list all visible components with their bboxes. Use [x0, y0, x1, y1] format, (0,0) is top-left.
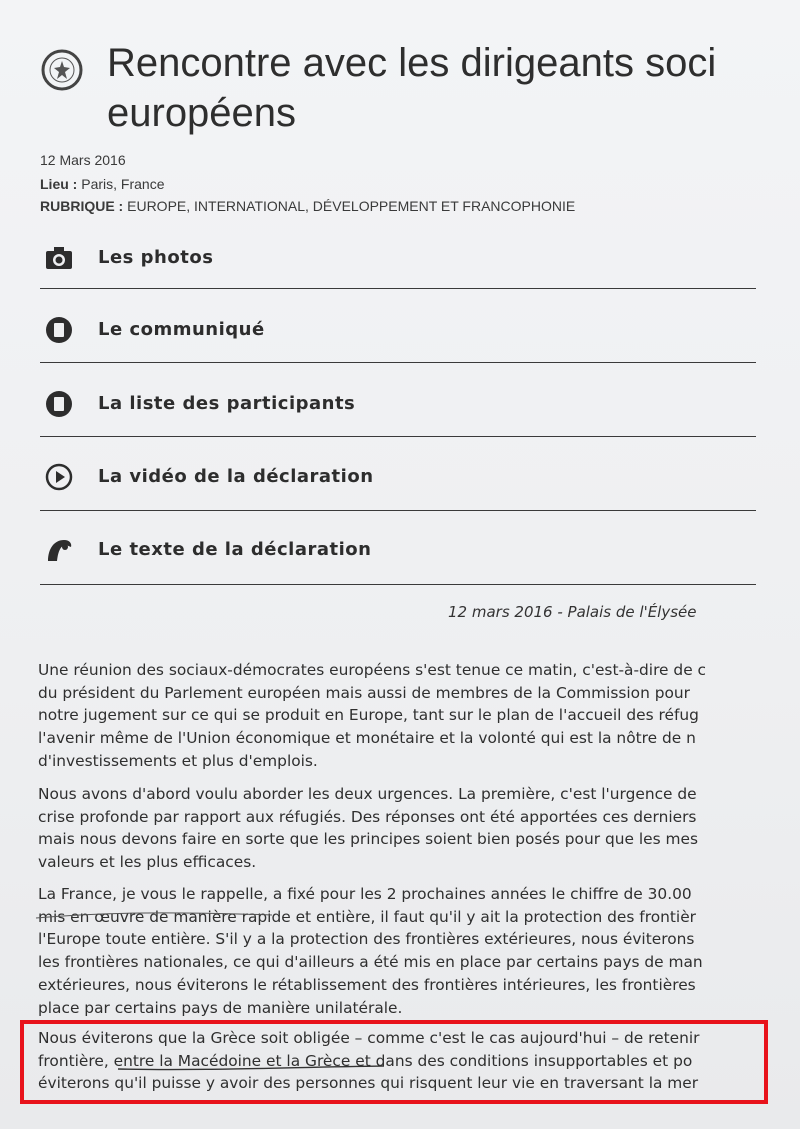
divider: [40, 362, 756, 363]
paragraph: [38, 783, 760, 874]
paragraph-line: éviterons qu'il puisse y avoir des personnes qui risquent leur vie en traversant la mer: [38, 1074, 699, 1093]
play-icon: [44, 462, 74, 492]
meta-lieu-label: Lieu :: [40, 176, 78, 192]
menu-item-label: Les photos: [98, 247, 214, 268]
paragraph-line: extérieures, nous éviterons le rétablissement des frontières intérieures, les frontières: [38, 975, 696, 994]
speech-icon: [44, 535, 74, 565]
pen-strike-mark: [34, 909, 274, 921]
paragraph-line: place par certains pays de manière unilatérale.: [38, 998, 403, 1017]
meta-rubrique-value: EUROPE, INTERNATIONAL, DÉVELOPPEMENT ET FRANCOPHONIE: [127, 198, 576, 214]
meta-date: 12 Mars 2016: [40, 152, 126, 168]
menu-item-label: La liste des participants: [98, 393, 356, 414]
camera-icon: [44, 243, 74, 273]
dateline: 12 mars 2016 - Palais de l'Élysée: [448, 603, 697, 621]
paragraph: [38, 883, 760, 1019]
elysee-seal-icon: [40, 48, 84, 92]
meta-rubrique: [40, 198, 575, 214]
paragraph-line: du président du Parlement européen mais aussi de membres de la Commission pour: [38, 683, 691, 702]
paragraph-line: La France, je vous le rappelle, a fixé pour les 2 prochaines années le chiffre de 30.00: [38, 885, 692, 903]
paragraph-line: notre jugement sur ce qui se produit en Europe, tant sur le plan de l'accueil des réfug: [38, 706, 699, 725]
red-highlight-box: [20, 1020, 768, 1104]
page-title-line2: européens: [107, 91, 297, 135]
menu-item-texte[interactable]: [40, 535, 756, 595]
paragraph-line: frontière, entre la Macédoine et la Grèce et dans des conditions insupportables et po: [38, 1051, 693, 1070]
paragraph-line: mais nous devons faire en sorte que les principes soient bien posés pour que les mes: [38, 830, 698, 849]
document-icon: [44, 389, 74, 419]
divider: [40, 288, 756, 289]
menu-item-label: Le texte de la déclaration: [98, 539, 372, 560]
paragraph-line: les frontières nationales, ce qui d'ailleurs a été mis en place par certains pays de man: [38, 953, 703, 972]
divider: [40, 436, 756, 437]
paragraph-line: Une réunion des sociaux-démocrates européens s'est tenue ce matin, c'est-à-dire de c: [38, 661, 707, 679]
divider: [40, 584, 756, 585]
page-title: [107, 38, 800, 138]
menu-item-label: Le communiqué: [98, 319, 265, 340]
paragraph-line: valeurs et les plus efficaces.: [38, 853, 257, 872]
divider: [40, 510, 756, 511]
menu-item-video[interactable]: [40, 462, 756, 522]
meta-lieu-value: Paris, France: [81, 176, 165, 192]
paragraph-line: Nous éviterons que la Grèce soit obligée – comme c'est le cas aujourd'hui – de retenir: [38, 1029, 700, 1047]
paragraph-line: Nous avons d'abord voulu aborder les deux urgences. La première, c'est l'urgence de: [38, 785, 697, 803]
meta-rubrique-label: RUBRIQUE :: [40, 198, 124, 214]
menu-item-communique[interactable]: [40, 315, 756, 375]
menu-item-participants[interactable]: [40, 389, 756, 449]
menu-item-label: La vidéo de la déclaration: [98, 466, 374, 487]
paragraph-line: mis en œuvre de manière rapide et entière, il faut qu'il y ait la protection des frontièr: [38, 907, 696, 926]
meta-lieu: [40, 176, 164, 192]
paragraph-line: l'Europe toute entière. S'il y a la protection des frontières extérieures, nous éviterons: [38, 930, 695, 949]
paragraph-line: d'investissements et plus d'emplois.: [38, 751, 318, 770]
document-icon: [44, 315, 74, 345]
paragraph-line: crise profonde par rapport aux réfugiés. Des réponses ont été apportées ces derniers: [38, 807, 697, 826]
paragraph: [38, 659, 760, 773]
paragraph-line: l'avenir même de l'Union économique et monétaire et la volonté qui est la nôtre de n: [38, 729, 696, 748]
page-title-line1: Rencontre avec les dirigeants soci: [107, 41, 717, 85]
menu-item-photos[interactable]: [40, 243, 756, 303]
